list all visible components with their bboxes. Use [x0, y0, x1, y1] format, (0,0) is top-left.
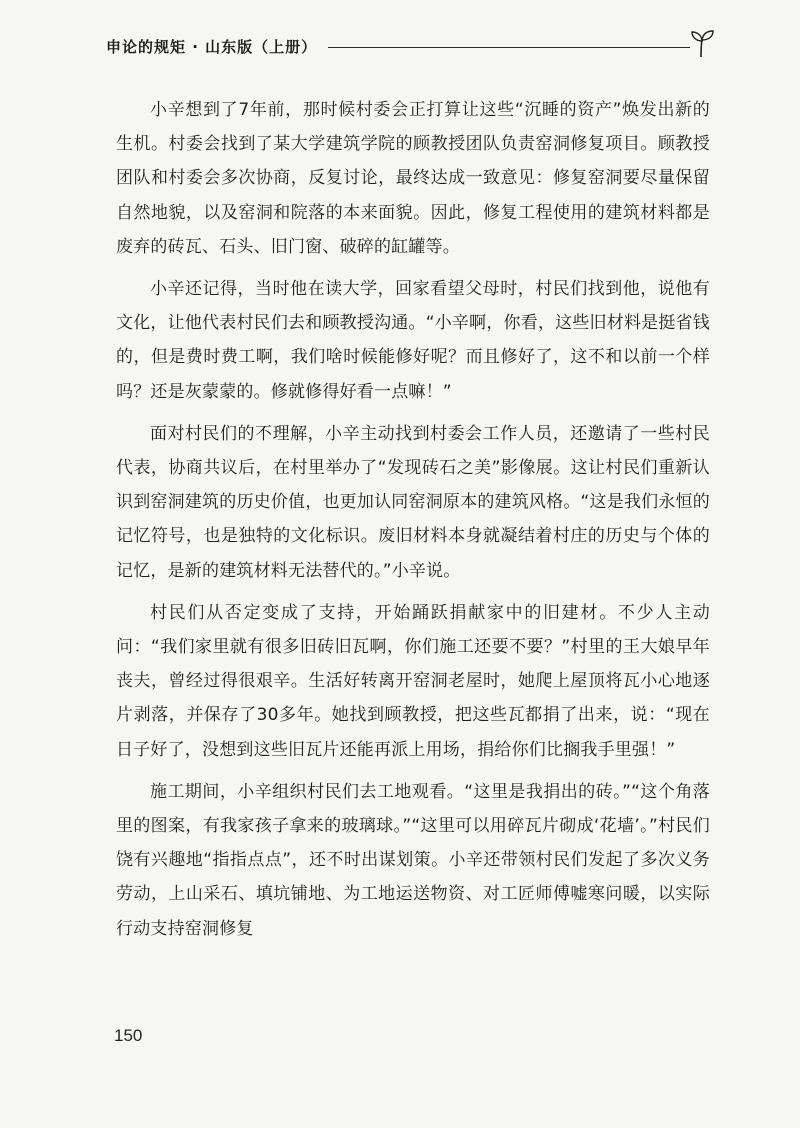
paragraph-3: 面对村民们的不理解，小辛主动找到村委会工作人员，还邀请了一些村民代表，协商共议后，在村里举办了“发现砖石之美”影像展。这让村民们重新认识到窑洞建筑的历史价值，也更加认同窑洞原本的建筑风格。“这是我们永恒的记忆符号，也是独特的文化标识。废旧材料本身就凝结着村庄的历史与个体的记忆，是新的建筑材料无法替代的。”小辛说。: [116, 423, 710, 581]
header-title: 申论的规矩 · 山东版（上册）: [106, 38, 318, 56]
article-body: [116, 93, 710, 954]
paragraph-5: 施工期间，小辛组织村民们去工地观看。“这里是我捐出的砖。”“这个角落里的图案，有我家孩子拿来的玻璃球。”“这里可以用碎瓦片砌成‘花墙’。”村民们饶有兴趣地“指指点点”，还不时出谋划策。小辛还带领村民们发起了多次义务劳动，上山采石、填坑铺地、为工地运送物资、对工匠师傅嘘寒问暖，以实际行动支持窑洞修复: [116, 781, 710, 939]
header-rule: [328, 47, 690, 48]
paragraph-1: 小辛想到了7年前，那时候村委会正打算让这些“沉睡的资产”焕发出新的生机。村委会找到了某大学建筑学院的顾教授团队负责窑洞修复项目。顾教授团队和村委会多次协商，反复讨论，最终达成一致意见：修复窑洞要尽量保留自然地貌，以及窑洞和院落的本来面貌。因此，修复工程使用的建筑材料都是废弃的砖瓦、石头、旧门窗、破碎的缸罐等。: [116, 100, 710, 257]
running-header: [106, 34, 716, 58]
paragraph-4: 村民们从否定变成了支持，开始踊跃捐献家中的旧建材。不少人主动问：“我们家里就有很多旧砖旧瓦啊，你们施工还要不要？”村里的王大娘早年丧夫，曾经过得很艰辛。生活好转离开窑洞老屋时，她爬上屋顶将瓦小心地逐片剥落，并保存了30多年。她找到顾教授，把这些瓦都捐了出来，说：“现在日子好了，没想到这些旧瓦片还能再派上用场，捐给你们比搁我手里强！”: [116, 602, 710, 760]
sprout-icon: [688, 28, 716, 58]
page-number: 150: [114, 1026, 143, 1045]
paragraph-2: 小辛还记得，当时他在读大学，回家看望父母时，村民们找到他，说他有文化，让他代表村民们去和顾教授沟通。“小辛啊，你看，这些旧材料是挺省钱的，但是费时费工啊，我们啥时候能修好呢？而且修好了，这不和以前一个样吗？还是灰蒙蒙的。修就修得好看一点嘛！”: [116, 279, 710, 402]
